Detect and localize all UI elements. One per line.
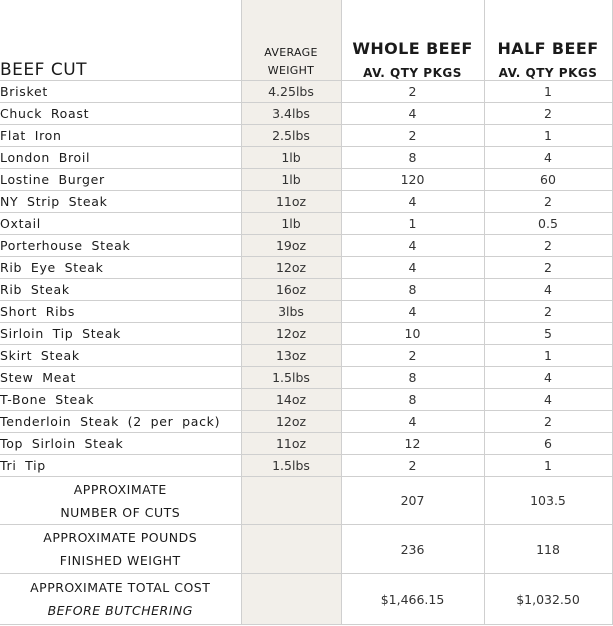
whole-qty: 4: [341, 191, 484, 213]
whole-qty: 2: [341, 345, 484, 367]
total-half-value: $1,032.50: [484, 574, 612, 625]
whole-qty: 2: [341, 81, 484, 103]
total-label: [0, 525, 241, 574]
header-average-weight-line2: WEIGHT: [267, 64, 315, 77]
whole-qty: 10: [341, 323, 484, 345]
whole-qty: 4: [341, 257, 484, 279]
whole-qty: 8: [341, 279, 484, 301]
cut-name: NY Strip Steak: [0, 191, 241, 213]
table-row: [0, 147, 612, 169]
cut-name: Short Ribs: [0, 301, 241, 323]
header-average-weight: [241, 0, 341, 81]
cut-weight: 4.25lbs: [241, 81, 341, 103]
whole-qty: 4: [341, 235, 484, 257]
totals-body: [0, 477, 612, 625]
whole-qty: 8: [341, 389, 484, 411]
table-row: [0, 235, 612, 257]
total-label-line1: APPROXIMATE POUNDS: [43, 530, 198, 545]
cut-name: Lostine Burger: [0, 169, 241, 191]
cut-name: Flat Iron: [0, 125, 241, 147]
cut-weight: 16oz: [241, 279, 341, 301]
cut-weight: 11oz: [241, 433, 341, 455]
cut-weight: 11oz: [241, 191, 341, 213]
total-label-line2: BEFORE BUTCHERING: [47, 603, 193, 618]
total-label-line2: FINISHED WEIGHT: [59, 553, 181, 568]
table-row: [0, 213, 612, 235]
half-qty: 1: [484, 81, 612, 103]
half-qty: 0.5: [484, 213, 612, 235]
cut-weight: 13oz: [241, 345, 341, 367]
whole-qty: 120: [341, 169, 484, 191]
half-qty: 5: [484, 323, 612, 345]
whole-qty: 4: [341, 103, 484, 125]
cuts-body: [0, 81, 612, 477]
cut-name: Porterhouse Steak: [0, 235, 241, 257]
total-whole-value: 236: [341, 525, 484, 574]
half-qty: 2: [484, 301, 612, 323]
total-label-line2: NUMBER OF CUTS: [60, 504, 181, 520]
table-row: [0, 279, 612, 301]
half-qty: 4: [484, 279, 612, 301]
header-half-beef: [484, 0, 612, 81]
whole-qty: 1: [341, 213, 484, 235]
table-row: [0, 169, 612, 191]
cut-weight: 1lb: [241, 213, 341, 235]
table-header: [0, 0, 612, 81]
total-label: [0, 477, 241, 525]
cut-name: Sirloin Tip Steak: [0, 323, 241, 345]
half-qty: 2: [484, 191, 612, 213]
total-label-line1: APPROXIMATE: [73, 481, 167, 497]
cut-name: Chuck Roast: [0, 103, 241, 125]
header-half-beef-subtitle: AV. QTY PKGS: [498, 66, 598, 80]
whole-qty: 2: [341, 455, 484, 477]
header-whole-beef-title: WHOLE BEEF: [352, 39, 473, 58]
cut-name: Skirt Steak: [0, 345, 241, 367]
table-row: [0, 323, 612, 345]
total-whole-value: $1,466.15: [341, 574, 484, 625]
table-row: [0, 455, 612, 477]
total-label: [0, 574, 241, 625]
total-half-value: 118: [484, 525, 612, 574]
header-whole-beef-subtitle: AV. QTY PKGS: [363, 66, 462, 80]
total-weight-empty: [241, 525, 341, 574]
whole-qty: 2: [341, 125, 484, 147]
cut-name: Rib Eye Steak: [0, 257, 241, 279]
table-row: [0, 191, 612, 213]
half-qty: 1: [484, 345, 612, 367]
cut-name: Oxtail: [0, 213, 241, 235]
table-row: [0, 389, 612, 411]
header-half-beef-title: HALF BEEF: [497, 39, 599, 58]
cut-name: Rib Steak: [0, 279, 241, 301]
cut-weight: 3lbs: [241, 301, 341, 323]
whole-qty: 8: [341, 147, 484, 169]
cut-weight: 2.5lbs: [241, 125, 341, 147]
table-row: [0, 81, 612, 103]
cut-name: Top Sirloin Steak: [0, 433, 241, 455]
half-qty: 2: [484, 411, 612, 433]
header-whole-beef: [341, 0, 484, 81]
cut-name: Brisket: [0, 81, 241, 103]
half-qty: 2: [484, 257, 612, 279]
half-qty: 2: [484, 103, 612, 125]
whole-qty: 4: [341, 301, 484, 323]
table-row: [0, 411, 612, 433]
half-qty: 1: [484, 125, 612, 147]
total-label-line1: APPROXIMATE TOTAL COST: [30, 580, 211, 595]
cut-weight: 19oz: [241, 235, 341, 257]
table-row: [0, 125, 612, 147]
cut-weight: 14oz: [241, 389, 341, 411]
cut-weight: 1.5lbs: [241, 367, 341, 389]
half-qty: 2: [484, 235, 612, 257]
header-row: [0, 0, 612, 81]
total-weight-empty: [241, 574, 341, 625]
cut-name: Tenderloin Steak (2 per pack): [0, 411, 241, 433]
header-average-weight-line1: AVERAGE: [264, 46, 318, 59]
header-beef-cut: BEEF CUT: [0, 0, 241, 81]
half-qty: 60: [484, 169, 612, 191]
table-row: [0, 367, 612, 389]
cut-name: Stew Meat: [0, 367, 241, 389]
cut-weight: 12oz: [241, 257, 341, 279]
half-qty: 4: [484, 367, 612, 389]
table-row: [0, 103, 612, 125]
cut-name: Tri Tip: [0, 455, 241, 477]
cut-name: London Broil: [0, 147, 241, 169]
half-qty: 4: [484, 147, 612, 169]
total-row-cost: [0, 574, 612, 625]
half-qty: 1: [484, 455, 612, 477]
cut-weight: 1.5lbs: [241, 455, 341, 477]
table-row: [0, 301, 612, 323]
total-weight-empty: [241, 477, 341, 525]
cut-weight: 3.4lbs: [241, 103, 341, 125]
half-qty: 6: [484, 433, 612, 455]
cut-name: T-Bone Steak: [0, 389, 241, 411]
total-half-value: 103.5: [484, 477, 612, 525]
table-row: [0, 257, 612, 279]
whole-qty: 4: [341, 411, 484, 433]
total-row-pounds: [0, 525, 612, 574]
cut-weight: 1lb: [241, 147, 341, 169]
half-qty: 4: [484, 389, 612, 411]
table-row: [0, 433, 612, 455]
total-whole-value: 207: [341, 477, 484, 525]
total-row-cuts: [0, 477, 612, 525]
whole-qty: 8: [341, 367, 484, 389]
cut-weight: 12oz: [241, 411, 341, 433]
cut-weight: 12oz: [241, 323, 341, 345]
table-row: [0, 345, 612, 367]
cut-weight: 1lb: [241, 169, 341, 191]
whole-qty: 12: [341, 433, 484, 455]
